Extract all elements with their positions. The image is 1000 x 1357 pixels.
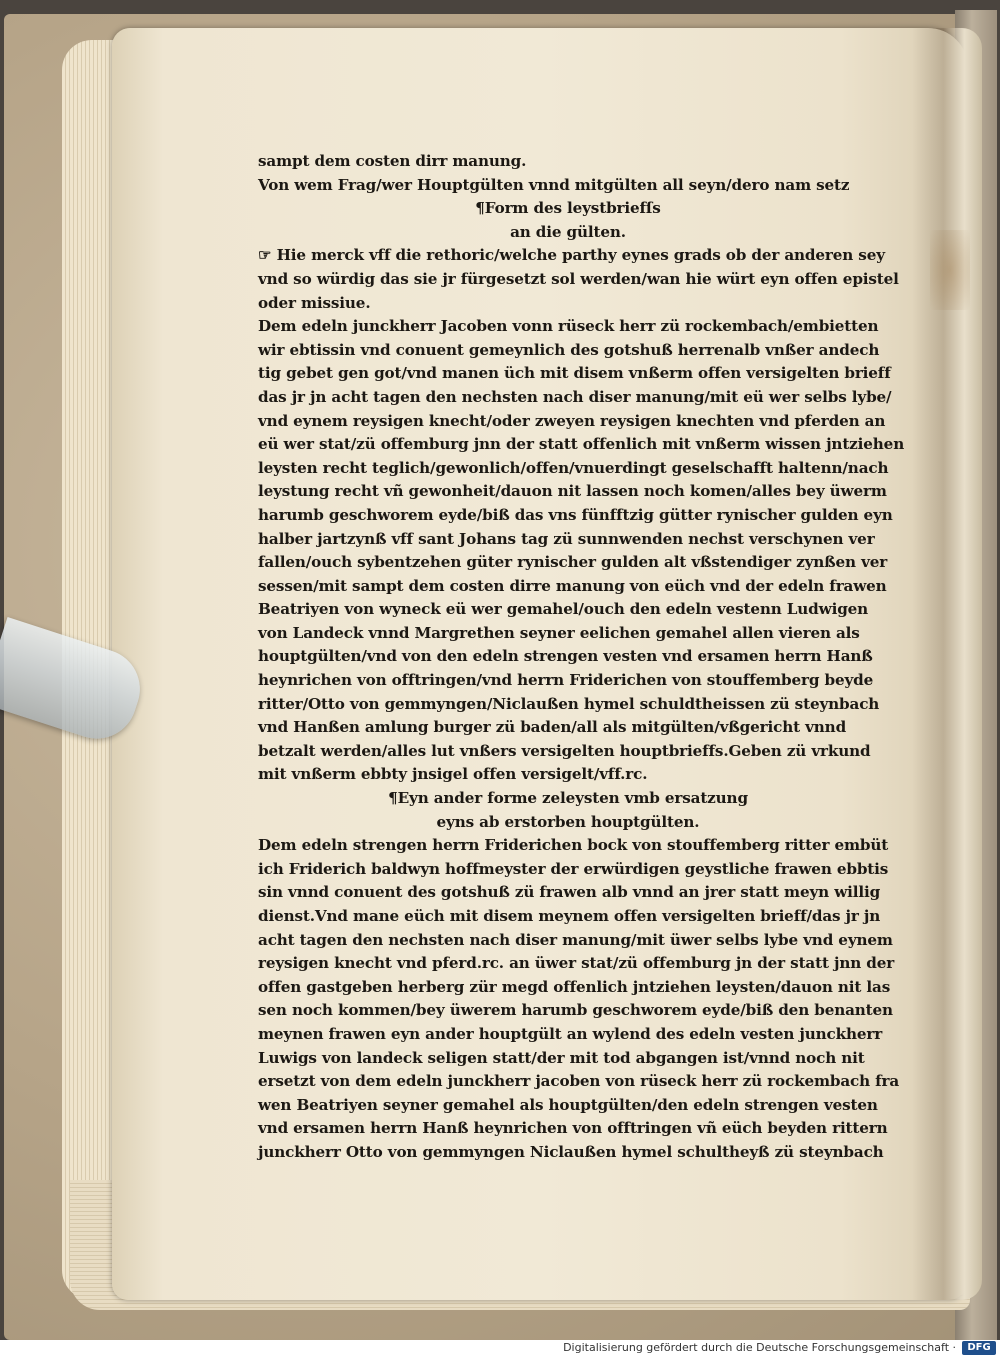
text-line: ersetzt von dem edeln junckherr jacoben von rüseck herr zü rockembach fra <box>258 1072 900 1091</box>
text-line: ritter/Otto von gemmyngen/Niclaußen hymel schuldtheissen zü steynbach <box>258 694 880 713</box>
text-line: vnd eynem reysigen knecht/oder zweyen reysigen knechten vnd pferden an <box>258 411 886 430</box>
footer-bar <box>0 1340 1000 1357</box>
text-line: Beatriyen von wyneck eü wer gemahel/ouch den edeln vestenn Ludwigen <box>258 600 869 619</box>
text-line: Luwigs von landeck seligen statt/der mit tod abgangen ist/vnnd noch nit <box>258 1048 865 1067</box>
text-line: betzalt werden/alles lut vnßers versigelten houptbrieffs.Geben zü vrkund <box>258 741 871 760</box>
text-line: sessen/mit sampt dem costen dirre manung von eüch vnd der edeln frawen <box>258 576 887 595</box>
text-line: ☞ Hie merck vff die rethoric/welche parthy eynes grads ob der anderen sey <box>258 246 885 265</box>
text-line: acht tagen den nechsten nach diser manung/mit üwer selbs lybe vnd eynem <box>258 930 893 949</box>
text-line: das jr jn acht tagen den nechsten nach diser manung/mit eü wer selbs lybe/ <box>258 387 892 406</box>
text-line: dienst.Vnd mane eüch mit disem meynem offen versigelten brieff/das jr jn <box>258 907 881 925</box>
text-line: ich Friderich baldwyn hoffmeyster der erwürdigen geystliche frawen ebbtis <box>258 859 889 878</box>
text-line: von Landeck vnnd Margrethen seyner eelichen gemahel allen vieren als <box>258 623 860 642</box>
page-text <box>258 150 918 1165</box>
text-line: vnd ersamen herrn Hanß heynrichen von offtringen vñ eüch beyden rittern <box>258 1119 888 1138</box>
dfg-logo[interactable]: DFG <box>962 1341 996 1355</box>
text-line: Von wem Frag/wer Houptgülten vnnd mitgülten all seyn/dero nam setz <box>258 175 850 194</box>
text-line: fallen/ouch sybentzehen güter rynischer gulden alt vßstendiger zynßen ver <box>258 553 888 572</box>
text-line: Dem edeln junckherr Jacoben vonn rüseck herr zü rockembach/embietten <box>258 317 879 336</box>
text-line: vnd Hanßen amlung burger zü baden/all als mitgülten/vßgericht vnnd <box>258 718 847 737</box>
text-line: wen Beatriyen seyner gemahel als houptgülten/den edeln strengen vesten <box>258 1095 878 1114</box>
text-line: halber jartzynß vff sant Johans tag zü sunnwenden nechst verschynen ver <box>258 529 875 548</box>
text-line: reysigen knecht vnd pferd.rc. an üwer stat/zü offemburg jn der statt jnn der <box>258 954 895 973</box>
text-line: sampt dem costen dirr manung. <box>258 152 527 170</box>
text-line: sin vnnd conuent des gotshuß zü frawen alb vnnd an jrer statt meyn willig <box>258 883 881 902</box>
section-heading: an die gülten. <box>510 222 626 241</box>
text-line: houptgülten/vnd von den edeln strengen vesten vnd ersamen herrn Hanß <box>258 647 873 666</box>
text-line: vnd so würdig das sie jr fürgesetzt sol werden/wan hie würt eyn offen epistel <box>258 269 899 288</box>
text-line: mit vnßerm ebbty jnsigel offen versigelt/vff.rc. <box>258 765 648 784</box>
section-heading: eyns ab erstorben houptgülten. <box>436 812 700 831</box>
text-line: eü wer stat/zü offemburg jnn der statt offenlich mit vnßerm wissen jntziehen <box>258 435 905 454</box>
text-line: Dem edeln strengen herrn Friderichen bock von stouffemberg ritter embüt <box>258 836 889 855</box>
paper-stain <box>930 230 970 310</box>
text-line: meynen frawen eyn ander houptgült an wylend des edeln vesten junckherr <box>258 1024 883 1043</box>
section-heading: ¶Eyn ander forme zeleysten vmb ersatzung <box>388 789 748 808</box>
text-line: leysten recht teglich/gewonlich/offen/vnuerdingt geselschafft haltenn/nach <box>258 458 889 477</box>
text-line: wir ebtissin vnd conuent gemeynlich des gotshuß herrenalb vnßer andech <box>258 340 880 359</box>
text-line: sen noch kommen/bey üwerem harumb geschworem eyde/biß den benanten <box>258 1001 893 1020</box>
text-line: junckherr Otto von gemmyngen Niclaußen hymel schultheyß zü steynbach <box>258 1142 884 1161</box>
text-line: harumb geschworem eyde/biß das vns fünfftzig gütter rynischer gulden eyn <box>258 505 893 524</box>
text-line: tig gebet gen got/vnd manen üch mit disem vnßerm offen versigelten brieff <box>258 364 891 383</box>
section-heading: ¶Form des leystbriefſs <box>475 199 661 218</box>
text-line: offen gastgeben herberg zür megd offenlich jntziehen leysten/dauon nit las <box>258 977 891 996</box>
text-line: heynrichen von offtringen/vnd herrn Friderichen von stouffemberg beyde <box>258 671 874 690</box>
text-line: oder missiue. <box>258 293 371 312</box>
text-line: leystung recht vñ gewonheit/dauon nit lassen noch komen/alles bey üwerm <box>258 482 887 501</box>
funding-credit: Digitalisierung gefördert durch die Deutsche Forschungsgemeinschaft · <box>563 1341 956 1354</box>
page-gutter <box>912 28 982 1300</box>
